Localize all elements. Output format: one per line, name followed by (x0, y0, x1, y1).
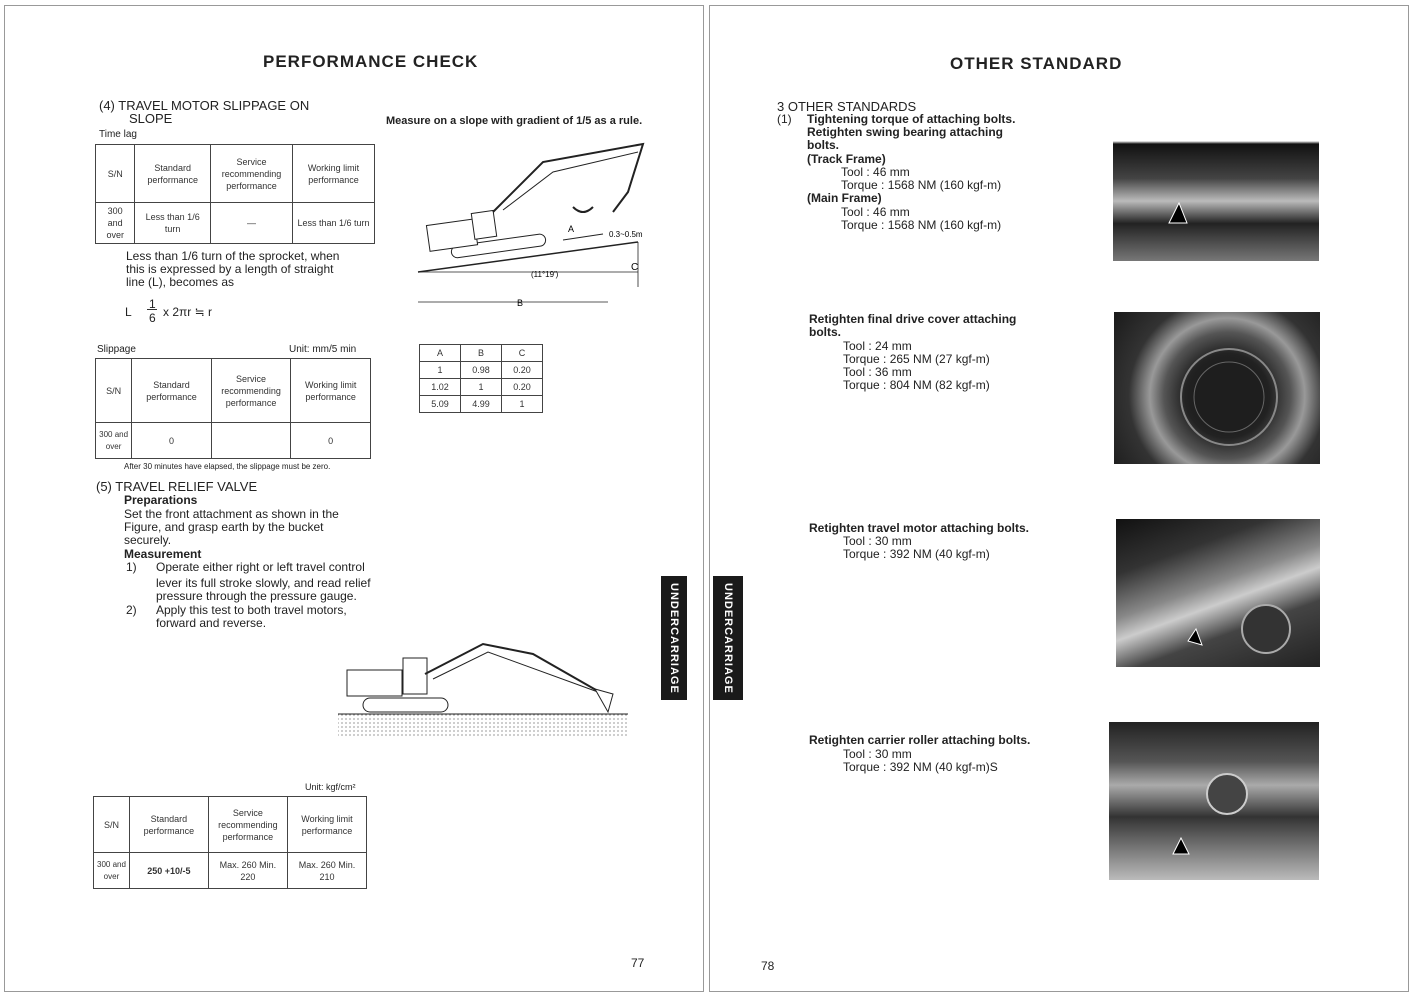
undercarriage-tab: UNDERCARRIAGE (713, 576, 743, 700)
page-number: 77 (631, 956, 645, 970)
item1-line-2: lever its full stroke slowly, and read relief (156, 576, 371, 590)
item1-line-1: Tightening torque of attaching bolts. (807, 112, 1016, 126)
header-service: Service recommending performance (211, 359, 291, 423)
slippage-table (95, 358, 371, 459)
final-drive-photo (1114, 312, 1320, 464)
prep-line-3: securely. (124, 533, 172, 547)
abc-header: A (420, 345, 461, 362)
carrier-roller-torque: Torque : 392 NM (40 kgf-m)S (843, 760, 998, 774)
item1-number: (1) (777, 112, 792, 126)
excavator-slope-diagram (413, 132, 673, 312)
time-lag-table (95, 144, 375, 244)
cell-sn: 300 and over (96, 423, 132, 459)
abc-cell: 1 (502, 396, 543, 413)
label-b: B (517, 298, 524, 308)
section4-heading: (4) TRAVEL MOTOR SLIPPAGE ON (99, 98, 310, 113)
label-height: 0.3~0.5m (609, 230, 643, 239)
final-drive-torque-1: Torque : 265 NM (27 kgf-m) (843, 352, 990, 366)
header-sn: S/N (94, 797, 130, 853)
section5-heading: (5) TRAVEL RELIEF VALVE (96, 479, 258, 494)
prep-line-1: Set the front attachment as shown in the (124, 507, 339, 521)
abc-cell: 0.20 (502, 379, 543, 396)
track-frame-torque: Torque : 1568 NM (160 kgf-m) (841, 178, 1002, 192)
formula-den: 6 (149, 311, 156, 325)
track-frame-tool: Tool : 46 mm (841, 165, 910, 179)
header-standard: Standard performance (129, 797, 208, 853)
abc-cell: 1.02 (420, 379, 461, 396)
item2-line-2: forward and reverse. (156, 616, 267, 630)
page-title: PERFORMANCE CHECK (263, 52, 479, 71)
cell-service: — (210, 203, 292, 244)
undercarriage-tab: UNDERCARRIAGE (661, 576, 687, 700)
abc-cell: 1 (420, 362, 461, 379)
arrow-icon (1173, 838, 1189, 854)
right-page (709, 5, 1409, 992)
carrier-roller-heading: Retighten carrier roller attaching bolts. (809, 733, 1031, 747)
formula-rest: x 2πr ≒ r (163, 305, 213, 319)
explain-line-3: line (L), becomes as (126, 275, 235, 289)
header-service: Service recommending performance (210, 145, 292, 203)
label-angle: (11°19') (531, 270, 559, 279)
relief-table (93, 796, 367, 889)
header-working: Working limit performance (292, 145, 374, 203)
arrow-icon (1188, 629, 1202, 645)
final-drive-tool-2: Tool : 36 mm (843, 365, 912, 379)
preparations-heading: Preparations (124, 493, 198, 507)
cell-service (211, 423, 291, 459)
final-drive-line-2: bolts. (809, 325, 841, 339)
cell-sn: 300 and over (96, 203, 135, 244)
header-working: Working limit performance (291, 359, 371, 423)
section4-heading-line2: SLOPE (129, 111, 173, 126)
item1-line-3: bolts. (807, 138, 839, 152)
header-standard: Standard performance (132, 359, 212, 423)
header-standard: Standard performance (135, 145, 211, 203)
cell-standard: Less than 1/6 turn (135, 203, 211, 244)
abc-table (419, 344, 543, 413)
left-page (4, 5, 704, 992)
formula-num: 1 (149, 297, 156, 311)
track-frame-heading: (Track Frame) (807, 152, 886, 166)
slippage-unit: Unit: mm/5 min (289, 344, 357, 355)
label-a: A (568, 224, 575, 234)
arrow-icon (1169, 203, 1187, 223)
after-note: After 30 minutes have elapsed, the slippage must be zero. (124, 462, 331, 471)
travel-motor-heading: Retighten travel motor attaching bolts. (809, 521, 1030, 535)
table3-unit: Unit: kgf/cm² (305, 782, 356, 792)
header-sn: S/N (96, 359, 132, 423)
carrier-roller-tool: Tool : 30 mm (843, 747, 912, 761)
measurement-heading: Measurement (124, 547, 202, 561)
slope-note: Measure on a slope with gradient of 1/5 as a rule. (386, 115, 643, 127)
abc-cell: 1 (461, 379, 502, 396)
travel-motor-photo (1116, 519, 1320, 667)
final-drive-torque-2: Torque : 804 NM (82 kgf-m) (843, 378, 990, 392)
abc-cell: 0.20 (502, 362, 543, 379)
header-sn: S/N (96, 145, 135, 203)
final-drive-tool-1: Tool : 24 mm (843, 339, 912, 353)
time-lag-label: Time lag (99, 129, 137, 140)
prep-line-2: Figure, and grasp earth by the bucket (124, 520, 324, 534)
abc-header: C (502, 345, 543, 362)
item1-line-3: pressure through the pressure gauge. (156, 589, 357, 603)
item1-line-2: Retighten swing bearing attaching (807, 125, 1004, 139)
cell-working: Less than 1/6 turn (292, 203, 374, 244)
abc-cell: 5.09 (420, 396, 461, 413)
cell-service: Max. 260 Min. 220 (208, 853, 287, 889)
main-frame-heading: (Main Frame) (807, 191, 882, 205)
cell-working: Max. 260 Min. 210 (287, 853, 366, 889)
item1-number: 1) (126, 560, 137, 574)
explain-line-2: this is expressed by a length of straight (126, 262, 334, 276)
explain-line-1: Less than 1/6 turn of the sprocket, when (126, 249, 340, 263)
travel-motor-torque: Torque : 392 NM (40 kgf-m) (843, 547, 990, 561)
header-service: Service recommending performance (208, 797, 287, 853)
cell-sn: 300 and over (94, 853, 130, 889)
cell-standard: 0 (132, 423, 212, 459)
abc-cell: 0.98 (461, 362, 502, 379)
item1-line-1: Operate either right or left travel control (156, 560, 365, 574)
excavator-relief-diagram (333, 634, 633, 739)
header-working: Working limit performance (287, 797, 366, 853)
abc-header: B (461, 345, 502, 362)
carrier-roller-photo (1109, 722, 1319, 880)
swing-bearing-photo (1113, 111, 1319, 261)
main-frame-torque: Torque : 1568 NM (160 kgf-m) (841, 218, 1002, 232)
main-frame-tool: Tool : 46 mm (841, 205, 910, 219)
slippage-label: Slippage (97, 344, 136, 355)
page-title: OTHER STANDARD (950, 54, 1123, 73)
cell-standard: 250 +10/-5 (129, 853, 208, 889)
travel-motor-tool: Tool : 30 mm (843, 534, 912, 548)
cell-working: 0 (291, 423, 371, 459)
page-number: 78 (761, 959, 775, 973)
formula-lhs: L (125, 305, 132, 319)
final-drive-line-1: Retighten final drive cover attaching (809, 312, 1017, 326)
label-c: C (631, 262, 639, 273)
section3-heading: 3 OTHER STANDARDS (777, 99, 917, 114)
abc-cell: 4.99 (461, 396, 502, 413)
item2-line-1: Apply this test to both travel motors, (156, 603, 347, 617)
item2-number: 2) (126, 603, 137, 617)
